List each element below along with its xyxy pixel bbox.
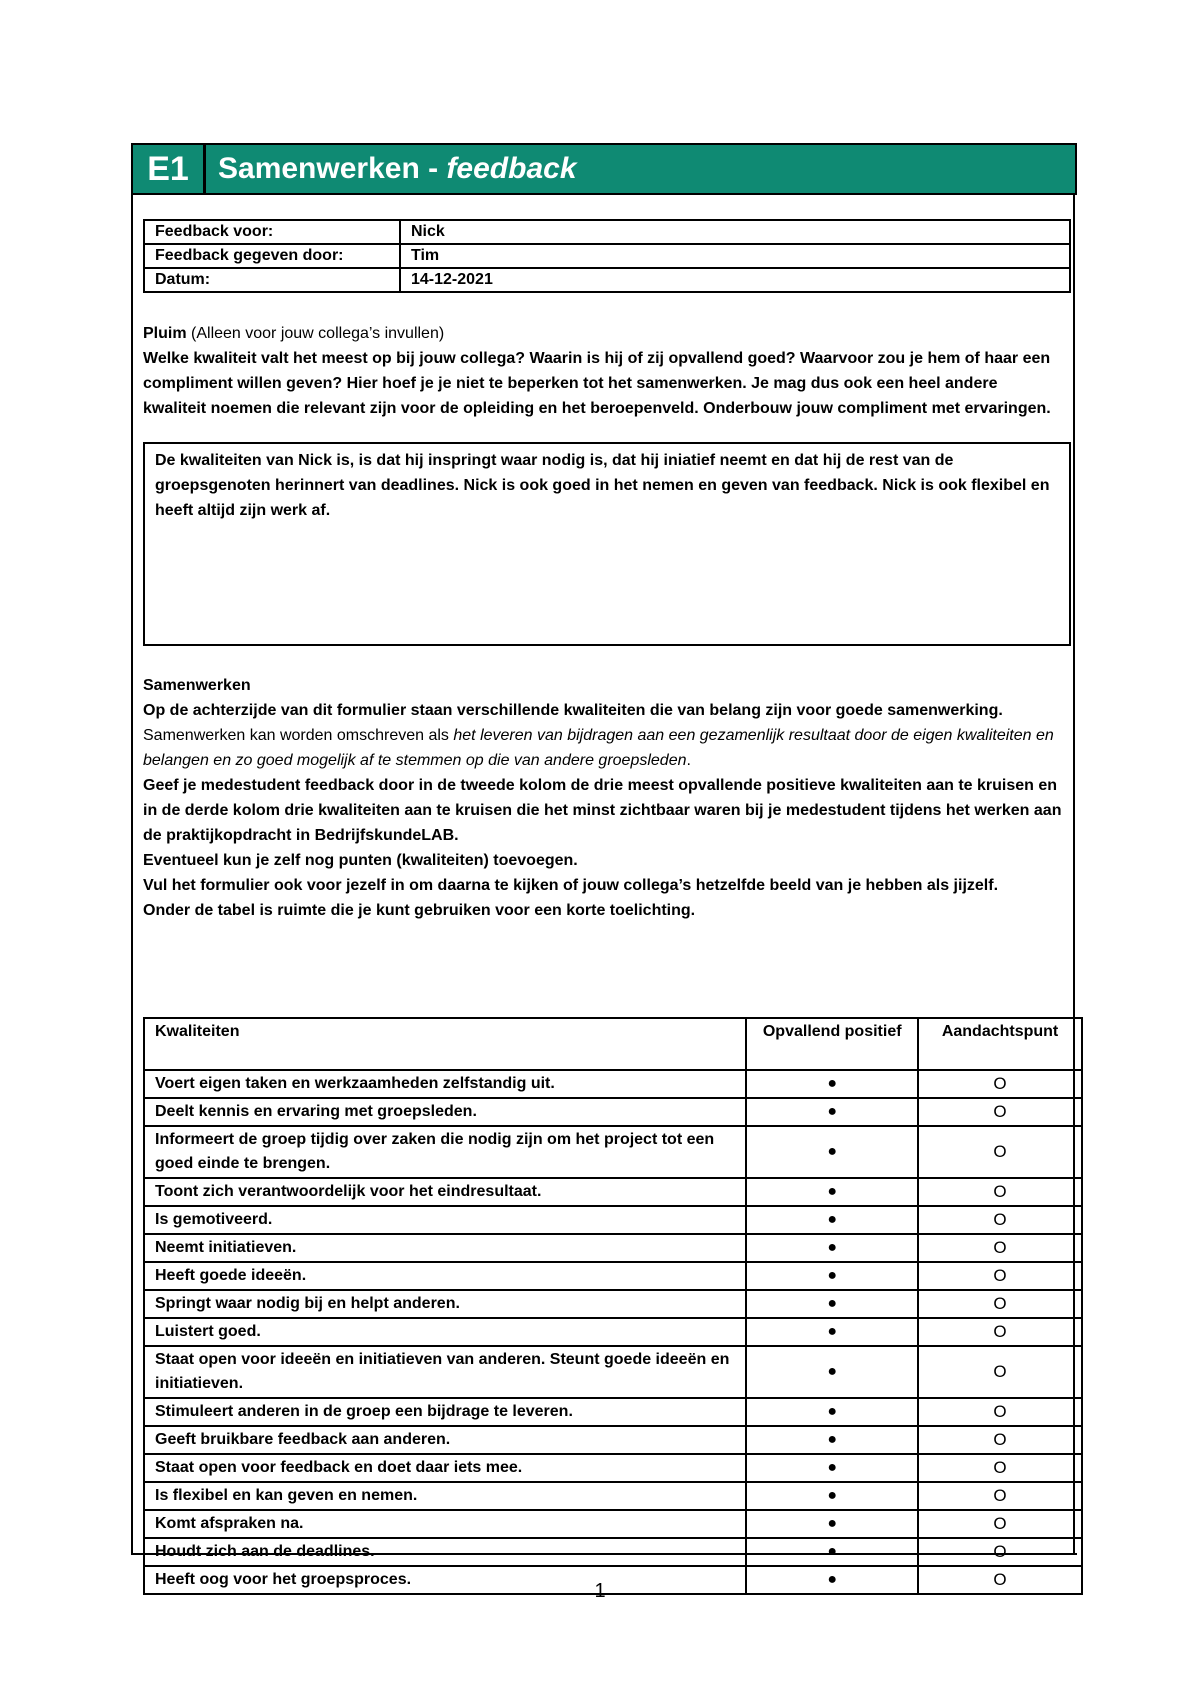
meta-row [144, 220, 1070, 244]
form-title-main: Samenwerken - [218, 152, 447, 185]
intro-bold: Op de achterzijde van dit formulier staan verschillende kwaliteiten die van belang zijn voor goede samenwerking. [143, 702, 1003, 719]
samenwerken-self: Vul het formulier ook voor jezelf in om daarna te kijken of jouw collega’s hetzelfde beeld van je hebben als jijzelf. [143, 877, 999, 894]
quality-row [144, 1098, 1082, 1126]
aandachtspunt-checkbox[interactable]: O [918, 1346, 1082, 1398]
quality-label: Is flexibel en kan geven en nemen. [144, 1482, 746, 1510]
aandachtspunt-checkbox[interactable]: O [918, 1454, 1082, 1482]
positief-checkbox[interactable]: ● [746, 1454, 918, 1482]
aandachtspunt-checkbox[interactable]: O [918, 1126, 1082, 1178]
quality-row [144, 1234, 1082, 1262]
positief-checkbox[interactable]: ● [746, 1234, 918, 1262]
aandachtspunt-checkbox[interactable]: O [918, 1262, 1082, 1290]
positief-checkbox[interactable]: ● [746, 1398, 918, 1426]
quality-row [144, 1070, 1082, 1098]
positief-checkbox[interactable]: ● [746, 1126, 918, 1178]
pluim-question: Welke kwaliteit valt het meest op bij jouw collega? Waarin is hij of zij opvallend goed? Waarvoor zou je hem of haar een compliment willen geven? Hier hoef je je niet te beperken tot het samenwerken. Je mag dus ook een heel andere kwaliteit noemen die relevant zijn voor de opleiding en het beroepenveld. Onderbouw jouw compliment met ervaringen. [143, 350, 1051, 417]
positief-checkbox[interactable]: ● [746, 1178, 918, 1206]
aandachtspunt-checkbox[interactable]: O [918, 1538, 1082, 1566]
col-opvallend-positief: Opvallend positief [746, 1018, 918, 1070]
quality-row [144, 1178, 1082, 1206]
intro-end: . [686, 752, 691, 769]
meta-row [144, 244, 1070, 268]
quality-row [144, 1126, 1082, 1178]
positief-checkbox[interactable]: ● [746, 1566, 918, 1594]
positief-checkbox[interactable]: ● [746, 1538, 918, 1566]
pluim-section [143, 321, 1063, 421]
quality-row [144, 1290, 1082, 1318]
positief-checkbox[interactable]: ● [746, 1510, 918, 1538]
col-kwaliteiten: Kwaliteiten [144, 1018, 746, 1070]
quality-label: Deelt kennis en ervaring met groepsleden. [144, 1098, 746, 1126]
positief-checkbox[interactable]: ● [746, 1346, 918, 1398]
positief-checkbox[interactable]: ● [746, 1206, 918, 1234]
meta-value[interactable]: Nick [400, 220, 1070, 244]
meta-label: Datum: [144, 268, 400, 292]
pluim-heading [143, 321, 1063, 346]
meta-value[interactable]: 14-12-2021 [400, 268, 1070, 292]
quality-row [144, 1346, 1082, 1398]
samenwerken-instruction: Geef je medestudent feedback door in de tweede kolom de drie meest opvallende positieve kwaliteiten aan te kruisen en in de derde kolom drie kwaliteiten aan te kruisen die het minst zichtbaar waren bij je medestudent tijdens het werken aan de praktijkopdracht in BedrijfskundeLAB. [143, 777, 1062, 844]
quality-label: Heeft oog voor het groepsproces. [144, 1566, 746, 1594]
aandachtspunt-checkbox[interactable]: O [918, 1206, 1082, 1234]
quality-label: Stimuleert anderen in de groep een bijdrage te leveren. [144, 1398, 746, 1426]
quality-row [144, 1262, 1082, 1290]
quality-label: Luistert goed. [144, 1318, 746, 1346]
quality-label: Springt waar nodig bij en helpt anderen. [144, 1290, 746, 1318]
quality-label: Informeert de groep tijdig over zaken die nodig zijn om het project tot een goed einde te brengen. [144, 1126, 746, 1178]
form-code: E1 [133, 145, 206, 193]
aandachtspunt-checkbox[interactable]: O [918, 1510, 1082, 1538]
quality-label: Houdt zich aan de deadlines. [144, 1538, 746, 1566]
quality-row [144, 1538, 1082, 1566]
quality-label: Heeft goede ideeën. [144, 1262, 746, 1290]
positief-checkbox[interactable]: ● [746, 1070, 918, 1098]
positief-checkbox[interactable]: ● [746, 1262, 918, 1290]
quality-label: Is gemotiveerd. [144, 1206, 746, 1234]
form-title [206, 145, 577, 193]
positief-checkbox[interactable]: ● [746, 1426, 918, 1454]
page-number: 1 [594, 1580, 606, 1602]
quality-label: Neemt initiatieven. [144, 1234, 746, 1262]
qualities-header-row [144, 1018, 1082, 1070]
meta-value[interactable]: Tim [400, 244, 1070, 268]
aandachtspunt-checkbox[interactable]: O [918, 1318, 1082, 1346]
positief-checkbox[interactable]: ● [746, 1318, 918, 1346]
positief-checkbox[interactable]: ● [746, 1290, 918, 1318]
meta-table [143, 219, 1071, 293]
quality-row [144, 1482, 1082, 1510]
quality-label: Voert eigen taken en werkzaamheden zelfstandig uit. [144, 1070, 746, 1098]
quality-row [144, 1426, 1082, 1454]
aandachtspunt-checkbox[interactable]: O [918, 1566, 1082, 1594]
form-title-italic: feedback [446, 152, 577, 185]
aandachtspunt-checkbox[interactable]: O [918, 1234, 1082, 1262]
aandachtspunt-checkbox[interactable]: O [918, 1426, 1082, 1454]
quality-row [144, 1510, 1082, 1538]
quality-row [144, 1206, 1082, 1234]
pluim-answer-box[interactable]: De kwaliteiten van Nick is, is dat hij inspringt waar nodig is, dat hij iniatief neemt en dat hij de rest van de groepsgenoten herinnert van deadlines. Nick is ook goed in het nemen en geven van feedback. Nick is ook flexibel en heeft altijd zijn werk af. [143, 442, 1071, 646]
quality-label: Staat open voor ideeën en initiatieven van anderen. Steunt goede ideeën en initiatieven. [144, 1346, 746, 1398]
aandachtspunt-checkbox[interactable]: O [918, 1098, 1082, 1126]
quality-label: Geeft bruikbare feedback aan anderen. [144, 1426, 746, 1454]
quality-row [144, 1318, 1082, 1346]
intro-italic: het leveren van bijdragen aan een gezamenlijk resultaat door de eigen kwaliteiten en belangen en zo goed mogelijk af te stemmen op die van andere groepsleden [143, 727, 1054, 769]
aandachtspunt-checkbox[interactable]: O [918, 1482, 1082, 1510]
meta-row [144, 268, 1070, 292]
samenwerken-heading: Samenwerken [143, 677, 251, 694]
samenwerken-intro [143, 698, 1063, 773]
meta-label: Feedback gegeven door: [144, 244, 400, 268]
quality-row [144, 1398, 1082, 1426]
pluim-heading-text: Pluim [143, 325, 187, 342]
positief-checkbox[interactable]: ● [746, 1098, 918, 1126]
samenwerken-section [143, 673, 1063, 923]
form-header [131, 143, 1077, 195]
positief-checkbox[interactable]: ● [746, 1482, 918, 1510]
intro-normal: Samenwerken kan worden omschreven als [143, 727, 454, 744]
pluim-heading-note: (Alleen voor jouw collega’s invullen) [186, 325, 445, 342]
quality-label: Staat open voor feedback en doet daar iets mee. [144, 1454, 746, 1482]
meta-label: Feedback voor: [144, 220, 400, 244]
aandachtspunt-checkbox[interactable]: O [918, 1398, 1082, 1426]
aandachtspunt-checkbox[interactable]: O [918, 1290, 1082, 1318]
aandachtspunt-checkbox[interactable]: O [918, 1178, 1082, 1206]
quality-label: Komt afspraken na. [144, 1510, 746, 1538]
quality-row [144, 1454, 1082, 1482]
qualities-table [143, 1017, 1083, 1595]
samenwerken-note: Onder de tabel is ruimte die je kunt gebruiken voor een korte toelichting. [143, 902, 696, 919]
quality-label: Toont zich verantwoordelijk voor het eindresultaat. [144, 1178, 746, 1206]
samenwerken-extra: Eventueel kun je zelf nog punten (kwaliteiten) toevoegen. [143, 852, 578, 869]
col-aandachtspunt: Aandachtspunt [918, 1018, 1082, 1070]
aandachtspunt-checkbox[interactable]: O [918, 1070, 1082, 1098]
